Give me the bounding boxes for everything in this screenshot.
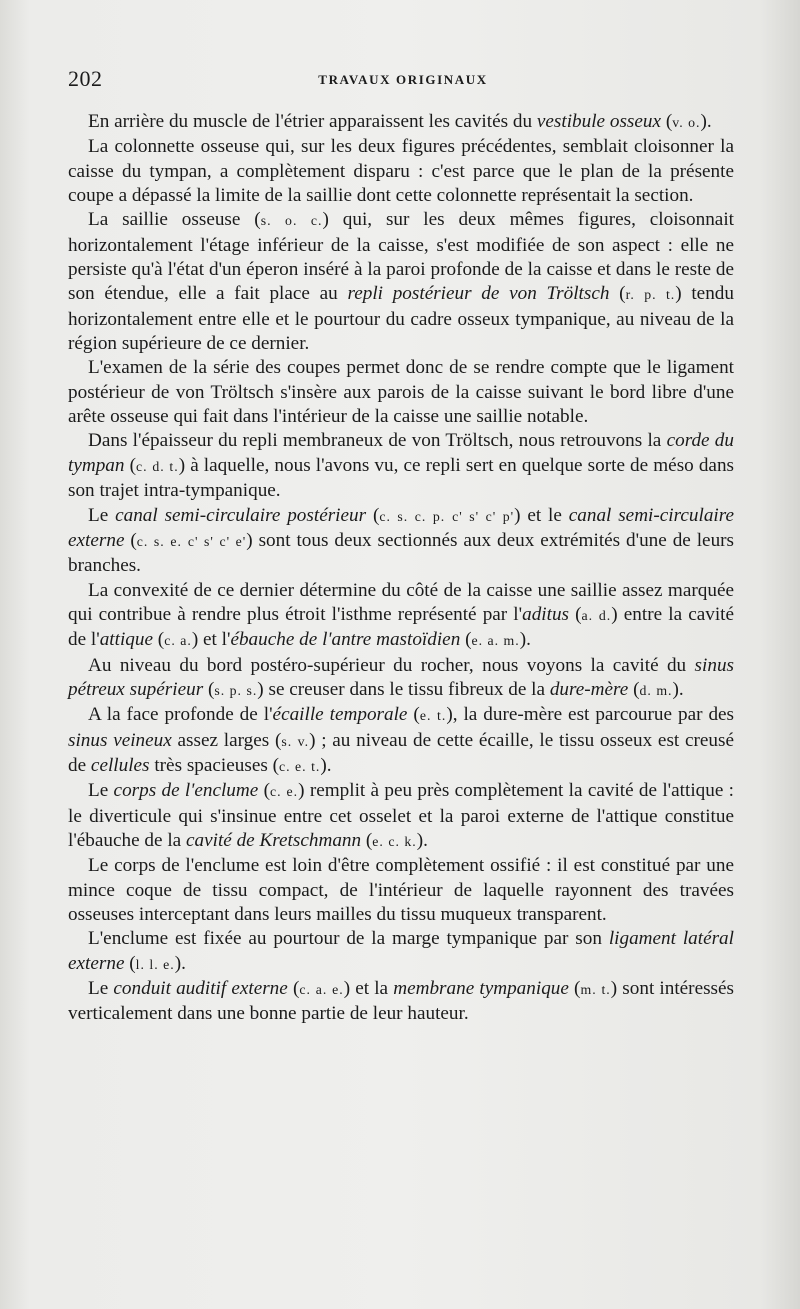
figure-abbreviation: c. d. t. (135, 458, 179, 474)
body-text (68, 110, 734, 1027)
text-run: La saillie osseuse ( (88, 209, 261, 231)
paragraph (68, 208, 734, 356)
italic-term: sinus veineux (68, 729, 172, 751)
text-run: ( (153, 629, 165, 651)
figure-abbreviation: r. p. t. (625, 287, 676, 303)
text-run: Le (88, 978, 114, 1000)
page-header (68, 66, 738, 96)
italic-term: attique (99, 629, 153, 651)
paragraph (68, 654, 734, 704)
text-run: ) entre la cavité de l' (68, 603, 735, 651)
text-run: ), la dure-mère est parcourue par des (446, 704, 735, 726)
italic-term: écaille temporale (272, 704, 408, 726)
text-run: ( (258, 780, 270, 802)
text-run: ) et l' (191, 629, 231, 651)
italic-term: canal semi-circulaire externe (68, 504, 735, 551)
text-run: ( (124, 529, 137, 551)
figure-abbreviation: e. a. m. (471, 633, 520, 649)
figure-abbreviation: e. c. k. (372, 833, 417, 849)
italic-term: conduit auditif externe (113, 978, 288, 1000)
text-run: ) sont intéressés verticalement dans une bonne partie de leur hauteur. (68, 978, 735, 1025)
text-run: ( (287, 978, 300, 1000)
text-run: très spacieuses ( (149, 754, 280, 776)
text-run: ( (361, 829, 373, 851)
figure-abbreviation: m. t. (580, 982, 611, 998)
italic-term: dure-mère (549, 678, 629, 700)
italic-term: corde du tympan (68, 430, 734, 476)
text-run: ( (366, 504, 380, 526)
text-run: ). (320, 754, 332, 776)
italic-term: cellules (90, 754, 150, 776)
italic-term: membrane tympanique (393, 978, 569, 1000)
text-run: ) à laquelle, nous l'avons vu, ce repli sert en quelque sorte de méso dans son trajet intra-tympanique. (68, 454, 735, 502)
italic-term: ligament latéral externe (68, 928, 734, 974)
text-run: A la face profonde de l' (88, 704, 273, 726)
text-run: L'enclume est fixée au pourtour de la marge tympanique par son (88, 928, 609, 950)
figure-abbreviation: c. s. e. (136, 533, 182, 549)
paragraph (68, 110, 734, 135)
text-run: ( (569, 603, 582, 625)
text-run: ( (460, 629, 472, 651)
text-run: Au niveau du bord postéro-supérieur du rocher, nous voyons la cavité du (88, 654, 695, 676)
text-run: ( (124, 952, 136, 974)
text-run: En arrière du muscle de l'étrier apparaissent les cavités du (88, 111, 537, 132)
figure-abbreviation: c. s. c. p. (379, 508, 446, 524)
text-run: ) qui, sur les deux mêmes figures, cloisonnait horizontalement l'étage inférieur de la caisse, s'est modifiée de son aspect : elle ne persiste qu'à l'état d'un éperon inséré à la paroi profonde de la caisse et dans le reste de son étendue, elle a fait place au (68, 209, 734, 305)
text-run: assez larges ( (171, 729, 282, 751)
text-run: ( (661, 111, 673, 132)
text-run: ( (628, 678, 640, 700)
text-run: ) remplit à peu près complètement la cavité de l'attique : le diverticule qui s'insinue entre cet osselet et la paroi externe de l'attique constitue l'ébauche de la (68, 780, 734, 851)
text-run: La colonnette osseuse qui, sur les deux figures précédentes, semblait cloisonner la caisse du tympan, a complètement disparu : c'est parce que le plan de la présente coupe a dépassé la limite de la saillie dont cette colonnette représentait la section. (68, 136, 734, 207)
text-run: ) et la (343, 978, 394, 1000)
italic-term: canal semi-circulaire postérieur (115, 504, 367, 526)
text-run: ). (672, 678, 684, 700)
text-run: ( (407, 704, 420, 726)
paragraph (68, 135, 734, 208)
italic-term: corps de l'enclume (113, 780, 259, 802)
italic-term: ébauche de l'antre mastoïdien (230, 629, 461, 651)
figure-abbreviation: c' s' c' p' (452, 508, 515, 524)
paragraph (68, 356, 734, 429)
text-run: ( (609, 283, 626, 305)
page-number: 202 (68, 66, 103, 91)
italic-term: vestibule osseux (536, 111, 662, 132)
text-run: ). (416, 829, 428, 851)
text-run: Le (88, 504, 116, 526)
figure-abbreviation: e. t. (419, 708, 447, 724)
figure-abbreviation: d. m. (639, 682, 673, 698)
figure-abbreviation: l. l. e. (135, 956, 175, 972)
text-run: ( (203, 678, 215, 700)
paragraph (68, 579, 734, 654)
text-run: ) se creuser dans le tissu fibreux de la (257, 678, 550, 700)
figure-abbreviation: c' s' c' e' (187, 533, 247, 549)
figure-abbreviation: c. a. (164, 633, 192, 649)
italic-term: aditus (522, 603, 570, 625)
figure-abbreviation: s. p. s. (214, 682, 258, 698)
running-head: TRAVAUX ORIGINAUX (318, 72, 488, 87)
paragraph (68, 429, 734, 503)
text-run: Dans l'épaisseur du repli membraneux de von Tröltsch, nous retrouvons la (88, 430, 667, 452)
paragraph (68, 854, 734, 927)
figure-abbreviation: c. e. (269, 784, 299, 800)
text-run: ) tendu horizontalement entre elle et le pourtour du cadre osseux tympanique, au niveau de la région supérieure de ce dernier. (68, 283, 734, 355)
text-run: ) ; au niveau de cette écaille, le tissu osseux est creusé de (68, 729, 734, 776)
figure-abbreviation: s. v. (281, 733, 310, 749)
text-run: ( (124, 454, 136, 476)
text-run: ). (174, 952, 186, 974)
text-run: ( (568, 978, 581, 1000)
figure-abbreviation: s. o. c. (260, 213, 323, 229)
figure-abbreviation: c. a. e. (299, 982, 344, 998)
text-run: La convexité de ce dernier détermine du côté de la caisse une saillie assez marquée qui contribue à rendre plus étroit l'isthme représenté par l' (68, 579, 734, 625)
text-run: L'examen de la série des coupes permet donc de se rendre compte que le ligament postérieur de von Tröltsch s'insère aux parois de la caisse suivant le bord libre d'une arête osseuse qui fait dans l'intérieur de la caisse une saillie notable. (68, 357, 734, 428)
paragraph (68, 779, 734, 854)
text-run: Le corps de l'enclume est loin d'être complètement ossifié : il est constitué par une mince coque de tissu compact, de l'intérieur de laquelle rayonnent des travées osseuses interceptant dans leurs mailles du tissu muqueux transparent. (68, 855, 734, 925)
text-run: ) sont tous deux sectionnés aux deux extrémités d'une de leurs branches. (68, 529, 735, 577)
paragraph (68, 703, 734, 779)
paragraph (68, 977, 734, 1027)
text-run: Le (88, 780, 114, 802)
paragraph (68, 927, 734, 977)
italic-term: cavité de Kretschmann (185, 829, 362, 851)
text-run: ) et le (514, 504, 569, 526)
figure-abbreviation: a. d. (581, 607, 612, 623)
text-run: ). (519, 629, 531, 651)
italic-term: sinus pétreux supérieur (68, 654, 734, 700)
paragraph (68, 504, 734, 579)
italic-term: repli postérieur de von Tröltsch (347, 283, 610, 305)
figure-abbreviation: v. o. (672, 115, 701, 130)
figure-abbreviation: c. e. t. (279, 758, 321, 774)
text-run: ). (700, 111, 712, 132)
